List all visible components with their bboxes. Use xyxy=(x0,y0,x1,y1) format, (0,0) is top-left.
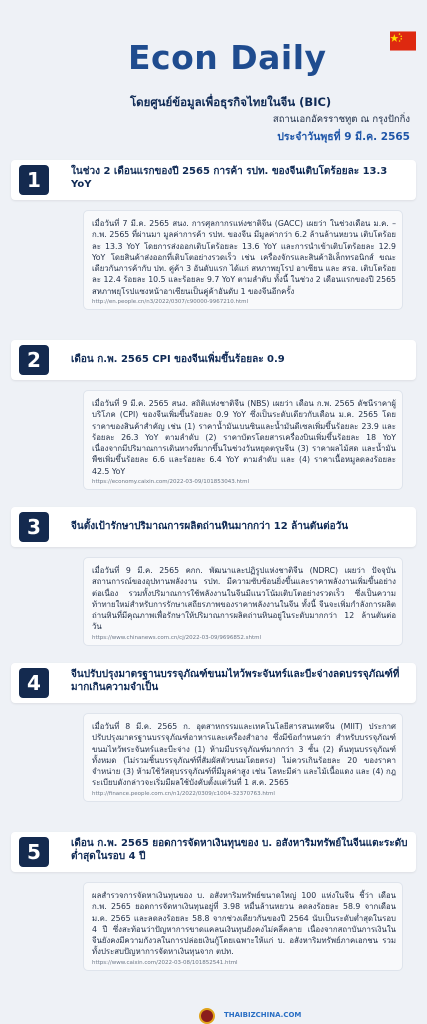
section-body: เมื่อวันที่ 9 มี.ค. 2565 สนง. สถิติแห่งชาติจีน (NBS) เผยว่า เดือน ก.พ. 2565 ดัชนีราคาผู้บริโภค (CPI) ของจีนเพิ่มขึ้นร้อยละ 0.9 YoY ซึ่งเป็นระดับเดียวกับเดือน ม.ค. 2565 โดยราคาของสินค้าสำคัญ เช่น (1) ราคาน้ำมันเบนซินและน้ำมันดีเซลเพิ่มขึ้นร้อยละ 23.9 และร้อยละ 26.3 YoY ตามลำดับ (2) ราคาบัตรโดยสารเครื่องบินเพิ่มขึ้นร้อยละ 18 YoY เนื่องจากมีปริมาณการเดินทางที่มากขึ้นในช่วงวันหยุดตรุษจีน (3) ราคาผลไม้สด และน้ำมันพืชเพิ่มขึ้นร้อยละ 6.6 และร้อยละ 6.4 YoY ตามลำดับ และ (4) ราคาเนื้อหมูลดลงร้อยละ 42.5 YoY xyxy=(92,399,396,476)
source-link[interactable]: http://en.people.cn/n3/2022/0307/c90000-9967210.html xyxy=(92,299,249,306)
section-number-badge: 3 xyxy=(19,512,49,542)
source-link[interactable]: https://www.caixin.com/2022-03-08/101852541.html xyxy=(92,959,238,966)
section-header xyxy=(11,507,416,547)
section-body: เมื่อวันที่ 8 มี.ค. 2565 ก. อุตสาหกรรมและเทคโนโลยีสารสนเทศจีน (MIIT) ประกาศปรับปรุงมาตรฐานบรรจุภัณฑ์อาหารและเครื่องสำอาง ซึ่งมีข้อกำหนดว่า สำหรับบรรจุภัณฑ์ขนมไหว้พระจันทร์และบีะจ่าง (1) ห้ามมีบรรจุภัณฑ์มากกว่า 3 ชั้น (2) ต้นทุนบรรจุภัณฑ์ทั้งหมด (ไม่รวมชิ้นบรรจุภัณฑ์ที่สัมผัสตัวขนมโดยตรง) ไม่ควรเกินร้อยละ 20 ของราคาจำหน่าย (3) ห้ามใช้วัสดุบรรจุภัณฑ์ที่มีมูลค่าสูง เช่น โลหะมีค่า และไม้เนื้อแดง และ (4) กฎระเบียบดังกล่าวจะเริ่มมีผลใช้บังคับตั้งแต่วันที่ 1 ส.ค. 2565 xyxy=(92,722,396,788)
section-body-card xyxy=(83,390,403,490)
issue-date: ประจำวันพุธที่ 9 มี.ค. 2565 xyxy=(277,131,410,143)
section-body-card xyxy=(83,557,403,646)
section-title: เดือน ก.พ. 2565 ยอดการจัดหาเงินทุนของ บ. อสังหาริมทรัพย์ในจีนแตะระดับต่ำสุดในรอบ 4 ปี xyxy=(71,838,408,862)
source-link[interactable]: https://www.chinanews.com.cn/cj/2022-03-09/9696852.shtml xyxy=(92,634,262,641)
source-link[interactable]: https://economy.caixin.com/2022-03-09/101853043.html xyxy=(92,479,250,486)
section-title: จีนปรับปรุงมาตรฐานบรรจุภัณฑ์ขนมไหว้พระจันทร์และบีะจ่างลดบรรจุภัณฑ์ที่มากเกินความจำเป็น xyxy=(71,669,400,693)
section-header xyxy=(11,340,416,380)
section-title: เดือน ก.พ. 2565 CPI ของจีนเพิ่มขึ้นร้อยละ 0.9 xyxy=(71,354,285,365)
section-number-badge: 1 xyxy=(19,165,49,195)
news-section-5 xyxy=(11,832,416,971)
embassy-line: สถานเอกอัครราชทูต ณ กรุงปักกิ่ง xyxy=(272,114,410,125)
page-title: Econ Daily xyxy=(128,38,327,77)
thaibizchina-logo[interactable]: THAIBIZCHINA.COM xyxy=(224,1011,302,1019)
news-section-2 xyxy=(11,340,416,490)
embassy-emblem-icon xyxy=(199,1008,215,1024)
section-header xyxy=(11,160,416,200)
section-number-badge: 5 xyxy=(19,837,49,867)
section-body-card xyxy=(83,713,403,802)
source-link[interactable]: http://finance.people.com.cn/n1/2022/0309/c1004-32370763.html xyxy=(92,790,275,797)
section-title: จีนตั้งเป้ารักษาปริมาณการผลิตถ่านหินมากกว่า 12 ล้านตันต่อวัน xyxy=(71,521,349,532)
header xyxy=(0,0,427,150)
news-section-1 xyxy=(11,160,416,310)
section-header xyxy=(11,832,416,872)
section-body: ผลสำรวจการจัดหาเงินทุนของ บ. อสังหาริมทรัพย์ขนาดใหญ่ 100 แห่งในจีน ชี้ว่า เดือน ก.พ. 2565 ยอดการจัดหาเงินทุนอยู่ที่ 3.98 หมื่นล้านหยวน ลดลงร้อยละ 58.9 จากเดือน ม.ค. 2565 และลดลงร้อยละ 58.8 จากช่วงเดียวกันของปี 2564 นับเป็นระดับต่ำสุดในรอบ 4 ปี ซึ่งสะท้อนว่าปัญหาการขาดแคลนเงินทุนยังคงไม่คลี่คลาย เนื่องจากสถาบันการเงินในจีนยังคงมีความกังวลในการปล่อยเงินกู้โดยเฉพาะให้แก่ บ. อสังหาริมทรัพย์ภาคเอกชน รวมทั้งประสบปัญหาการจัดหาเงินทุนจาก ตปท. xyxy=(92,891,396,957)
publisher-line: โดยศูนย์ข้อมูลเพื่อธุรกิจไทยในจีน (BIC) xyxy=(130,95,332,109)
section-title: ในช่วง 2 เดือนแรกของปี 2565 การค้า รปท. ของจีนเติบโตร้อยละ 13.3 YoY xyxy=(71,166,388,190)
section-body: เมื่อวันที่ 7 มี.ค. 2565 สนง. การศุลกากรแห่งชาติจีน (GACC) เผยว่า ในช่วงเดือน ม.ค. – ก.พ. 2565 ที่ผ่านมา มูลค่าการค้า รปท. ของจีน มีมูลค่ากว่า 6.2 ล้านล้านหยวน เติบโตร้อยละ 13.3 YoY โดยการส่งออกเติบโตร้อยละ 13.6 YoY และการนำเข้าเติบโตร้อยละ 12.9 YoY โดยสินค้าส่งออกที่เติบโตอย่างรวดเร็ว เช่น เครื่องจักรและสินค้าอิเล็กทรอนิกส์ ขณะเดียวกันการค้ากับ ปท. คู่ค้า 3 อันดับแรก ได้แก่ สหภาพยุโรป อาเซียน และ สรอ. เติบโตร้อยละ 12.4 ร้อยละ 10.5 และร้อยละ 9.7 YoY ตามลำดับ ทั้งนี้ ในช่วง 2 เดือนแรกของปี 2565 สหภาพยุโรปแซงหน้าอาเซียนเป็นคู่ค้าอันดับ 1 ของจีนอีกครั้ง xyxy=(92,219,396,296)
section-body: เมื่อวันที่ 9 มี.ค. 2565 คกก. พัฒนาและปฏิรูปแห่งชาติจีน (NDRC) เผยว่า ปัจจุบันสถานการณ์ของอุปทานพลังงาน รปท. มีความซับซ้อนยิ่งขึ้นและราคาพลังงานเพิ่มขึ้นอย่างต่อเนื่อง รวมทั้งปริมาณการใช้พลังงานในจีนมีแนวโน้มเติบโตอย่างรวดเร็ว ซึ่งเป็นความท้าทายใหม่สำหรับการรักษาเสถียรภาพของราคาพลังงานในจีน ทั้งนี้ จีนจะเพิ่มกำลังการผลิตถ่านหินที่มีคุณภาพเพื่อรักษาให้ปริมาณการผลิตถ่านหินอยู่ในระดับมากกว่า 12 ล้านตันต่อวัน xyxy=(92,566,396,632)
section-header xyxy=(11,663,416,703)
news-section-3 xyxy=(11,507,416,646)
section-body-card xyxy=(83,210,403,310)
section-number-badge: 2 xyxy=(19,345,49,375)
section-body-card xyxy=(83,882,403,971)
news-section-4 xyxy=(11,663,416,802)
section-number-badge: 4 xyxy=(19,668,49,698)
